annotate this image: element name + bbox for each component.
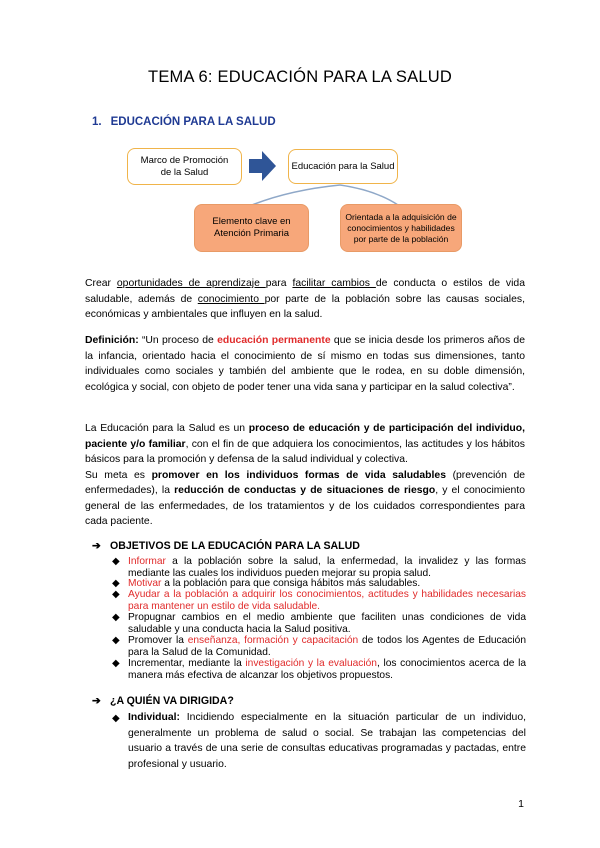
text: Propugnar cambios en el medio ambiente que faciliten unas condiciones de vida saludable y una conducta hacia la Salud positiva.: [128, 612, 526, 635]
definition-label: Definición:: [85, 335, 139, 346]
intro-paragraph: [85, 276, 525, 323]
diagram-box-educacion: Educación para la Salud: [288, 149, 398, 184]
section-title: EDUCACIÓN PARA LA SALUD: [110, 116, 276, 128]
bold-text: proceso de educación y de participación del individuo, paciente y/o familiar: [85, 423, 526, 450]
description-paragraph: [85, 421, 525, 530]
text: por parte de la población sobre las causas sociales, económicas y ambientales que influyen en la salud.: [85, 293, 525, 320]
diamond-bullet-icon: ◆: [112, 578, 120, 589]
highlighted-text: Ayudar a la población a adquirir los conocimientos, actitudes y habilidades necesarias para mantener un estilo de vida saludable.: [128, 589, 526, 612]
diamond-bullet-icon: ◆: [112, 658, 120, 669]
arrow-icon: ➔: [92, 540, 101, 552]
text: de todos los Agentes de Educación para la Salud de la Comunidad.: [128, 635, 526, 658]
text: , y el conocimiento general de las enfermedades, de los tratamientos y de los cuidados correspondientes para cada paciente.: [85, 485, 525, 527]
diagram: [0, 0, 600, 270]
text: Su meta es: [85, 469, 152, 481]
bold-text: Individual:: [128, 712, 180, 723]
dirigida-heading: [92, 695, 234, 707]
text: Incrementar, mediante la: [128, 658, 246, 669]
connector-right: [340, 185, 398, 205]
section-number: 1.: [92, 116, 102, 128]
text: “Un proceso de: [138, 335, 218, 346]
underlined-text: facilitar cambios: [292, 278, 376, 289]
text: a la población sobre la salud, la enfermedad, la invalidez y las formas mediante las cuales los individuos pueden mejorar su propia salud.: [128, 556, 526, 579]
text: de conducta o estilos de vida saludable, además de: [85, 278, 525, 305]
objetivos-title: OBJETIVOS DE LA EDUCACIÓN PARA LA SALUD: [110, 540, 360, 552]
diamond-bullet-icon: ◆: [112, 635, 120, 646]
text: Crear: [85, 278, 117, 289]
text: La Educación para la Salud es un: [85, 423, 249, 434]
diamond-bullet-icon: ◆: [112, 713, 120, 724]
text: a la población para que consiga hábitos más saludables.: [161, 578, 421, 589]
objetivos-heading: [92, 540, 360, 552]
list-item: [112, 556, 526, 580]
list-item: [112, 635, 526, 659]
highlighted-text: enseñanza, formación y capacitación: [187, 635, 359, 646]
text: que se inicia desde los primeros años de la infancia, orientado hacia el conocimiento de sí mismo en todas sus dimensiones, tanto individuales como sociales y también del ambiente que le rodea, en su doble dimensión, ecológica y social, con objeto de poder tener una vida sana y participar en la salud colectiva”.: [85, 335, 525, 393]
bold-text: promover en los individuos formas de vida saludables: [151, 469, 446, 481]
text: para: [265, 278, 293, 289]
text: (prevención de enfermedades), la: [85, 469, 526, 496]
list-item: [112, 710, 526, 772]
text: Promover la: [128, 635, 188, 646]
bold-text: reducción de conductas y de situaciones de riesgo: [174, 485, 436, 496]
text: Incidiendo especialmente en la situación particular de un individuo, generalmente un problema de salud o social. Se trabajan las competencias del usuario a través de una serie de consultas educativas programadas y pactadas, entre profesional y usuario.: [128, 712, 526, 770]
diagram-box-orientada: Orientada a la adquisición de conocimientos y habilidades por parte de la población: [340, 204, 462, 252]
list-item: [112, 589, 526, 613]
arrow-right-icon: [249, 151, 276, 181]
diagram-box-marco: Marco de Promoción de la Salud: [127, 148, 242, 185]
highlighted-text: educación permanente: [217, 335, 331, 346]
diamond-bullet-icon: ◆: [112, 589, 120, 600]
highlighted-text: investigación y la evaluación: [245, 658, 377, 669]
page-title: TEMA 6: EDUCACIÓN PARA LA SALUD: [148, 68, 452, 86]
dirigida-title: ¿A QUIÉN VA DIRIGIDA?: [110, 695, 234, 707]
diamond-bullet-icon: ◆: [112, 556, 120, 567]
arrow-icon: ➔: [92, 695, 101, 707]
diamond-bullet-icon: ◆: [112, 612, 120, 623]
page-number: 1: [518, 798, 524, 810]
text: , los conocimientos acerca de la manera más efectiva de alcanzar los objetivos propuestos.: [128, 658, 527, 681]
diagram-box-elemento: Elemento clave en Atención Primaria: [194, 204, 309, 252]
connector-left: [252, 185, 340, 205]
underlined-text: conocimiento: [197, 293, 265, 305]
list-item: [112, 658, 527, 682]
highlighted-text: Informar: [128, 556, 166, 567]
text: , con el fin de que adquiera los conocimientos, las actitudes y los hábitos básicos para la promoción y defensa de la salud individual y colectiva.: [85, 438, 526, 465]
underlined-text: oportunidades de aprendizaje: [116, 278, 266, 289]
definition-paragraph: [85, 333, 525, 395]
list-item: [112, 612, 526, 636]
highlighted-text: Motivar: [128, 578, 162, 589]
